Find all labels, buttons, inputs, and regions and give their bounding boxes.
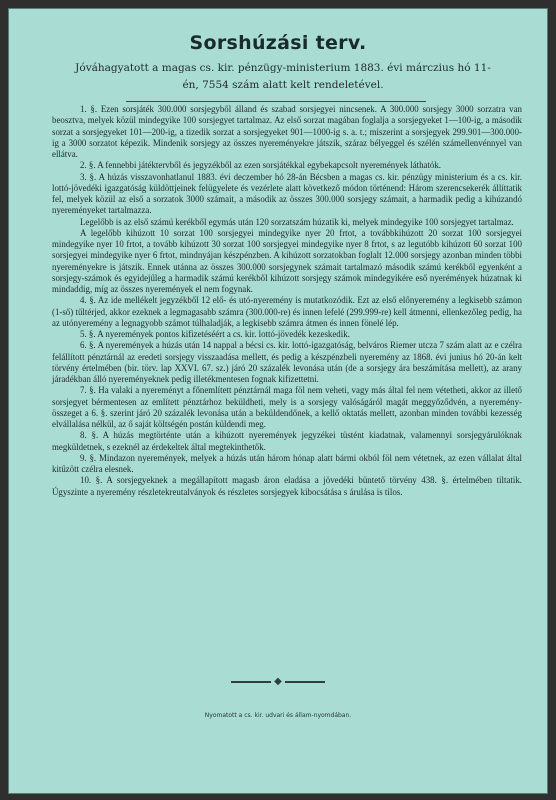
paragraph-3: 3. §. A húzás visszavonhatlanul 1883. évi deczember hó 28-án Bécsben a magas cs. kir. pénzügy ministerium és a cs. kir. lottó-jövedéki igazgatóság küldöttjeinek felügyelete és vezérlete alatt következő módon történend: Három szerencsekerék állíttatik fel, melyek közül az első a sorzatok 3000 számait, a második az összes 300.000 sorsjegy számait, a harmadik pedig a kihúzandó nyereményeket tartalmazza.: [52, 171, 522, 216]
paragraph-3c: A legelőbb kihúzott 10 sorzat 100 sorsjegyei mindegyike nyer 20 frtot, a továbbkihúzott 20 sorzat 100 sorsjegyei mindegyike nyer 10 frtot, a tovább kihúzott 30 sorzat 100 sorsjegyei mindegyike nyer 8 frtot, s az legutóbb kihúzott 60 sorzat 100 sorsjegyei mindegyike nyer 6 frtot, mindnyájan készpénzben. A kihúzott sorzatokban foglalt 12.000 sorsjegy azonban minden többi nyereményekre is játszik. Ennek utánna az összes 300.000 sorsjegynek számait tartalmazó második számú kerékből egyenként a sorsjegy-számok és egyidejűleg a harmadik számú kerékből kihúzott sorsjegy számok mindegyikére eső nyerémények húzatnak ki mindaddig, míg az összes nyeremények el nem fogynak.: [52, 227, 522, 294]
paragraph-6: 6. §. A nyeremények a húzás után 14 nappal a bécsi cs. kir. lottó-igazgatóság, belváros Riemer utcza 7 szám alatt az e czélra felállított pénztárnál az eredeti sorsjegy visszaadása mellett, és pedig a készpénzbeli nyeremény az 1868. évi junius hó 20-án kelt törvény értelmében (bir. törv. lap XXVI. 67. sz.) járó 20 százalék levonása után (de a sorsjegy ára beszámítása mellett), az arany járadékban álló nyereményeknek pedig illetékmentesen fognak kifizettetni.: [52, 340, 522, 384]
document-sheet: [8, 8, 548, 794]
paragraph-10: 10. §. A sorsjegyeknek a megállapított magasb áron eladása a jövedéki büntető törvény 438. §. értelmében tiltatik. Úgyszinte a nyeremény részletekreutalványok és részletes sorsjegyek kibocsátása s árulása is tilos.: [52, 475, 522, 497]
document-subtitle: Jóváhagyatott a magas cs. kir. pénzügy-ministerium 1883. évi márczius hó 11-én, 7554 szám alatt kelt rendeletével.: [75, 62, 491, 91]
paragraph-4: 4. §. Az ide mellékelt jegyzékből 12 elő- és utó-nyeremény is mutatkozódik. Ezt az első előnyeremény a legkisebb számon (1-ső) tűltérjed, akkor ezeknek a legmagasabb számra (300.000-re) és innen lefelé (299.999-re) kell átmenni, ellenkezőleg pedig, ha az utónyeremény a legnagyobb számot túlhaladják, a legkisebb számra átmen és innen fönelé lép.: [52, 295, 522, 328]
document-body: [52, 104, 522, 498]
printer-imprint: Nyomatott a cs. kir. udvari és állam-nyomdában.: [204, 712, 352, 719]
paragraph-1: 1. §. Ezen sorsjáték 300.000 sorsjegyből álland és szabad sorsjegyei nincsenek. A 300.000 sorsjegy 3000 sorzatra van beosztva, melyek közül mindegyike 100 sorsjegyet tartalmaz. Az első sorzat magában foglalja a sorsjegyeket 1—100-ig, a második sorzat a sorsjegyeket 101—200-ig, a tizedik sorzat a sorsjegyeket 901—1000-ig s. a. t.; miszerint a sorsjegyek 299.901—300.000-ig a 3000 sorzatot képezik. Mindenik sorsjegy az összes nyereményekre játszik, száraz bélyeggel és szélén számellenvénnyel van ellátva.: [52, 104, 522, 159]
paragraph-5: 5. §. A nyeremények pontos kifizetéséért a cs. kir. lottó-jövedék kezeskedik.: [80, 329, 350, 339]
paragraph-2: 2. §. A fennebbi játéktervből és jegyzékből az ezen sorsjátékkal egybekapcsolt nyeremények láthatók.: [80, 160, 442, 171]
title-divider: [126, 101, 426, 102]
paragraph-9: 9. §. Mindazon nyeremények, melyek a húzás után három hónap alatt bármi okból föl nem vétetnek, az ezen vállalat által kitűzött czélra elesnek.: [52, 452, 522, 474]
document-title: Sorshúzási terv.: [189, 32, 367, 54]
paragraph-8: 8. §. A húzás megtörténte után a kihúzott nyeremények jegyzékei tüstént kiadatnak, valamennyi sorsjegyárulóknak megküldetnek, s ezeknél az érdekeltek által megtekinthetők.: [52, 430, 522, 452]
ornament-divider: ◆: [8, 676, 548, 687]
paragraph-3b: Legelőbb is az első számú kerékből egymás után 120 sorzatszám húzatik ki, melyek mindegyike 100 sorsjegyet tartalmaz.: [80, 216, 514, 227]
paragraph-7: 7. §. Ha valaki a nyereményt a főnemlített pénztárnál maga föl nem veheti, vagy más által fel nem vétetheti, akkor az illető sorsjegyet bérmentesen az említett pénztárhoz beküldheti, mely is a sorsjegy valóságáról magát meggyőződvén, a nyeremény-összeget a 6. §. szerint járó 20 százalék levonása után a beküldendőnek, a kellő oktatás mellett, azonban minden további kezesség elvállalása nélkül, az ő saját költségén postán küldendi meg.: [52, 385, 522, 429]
